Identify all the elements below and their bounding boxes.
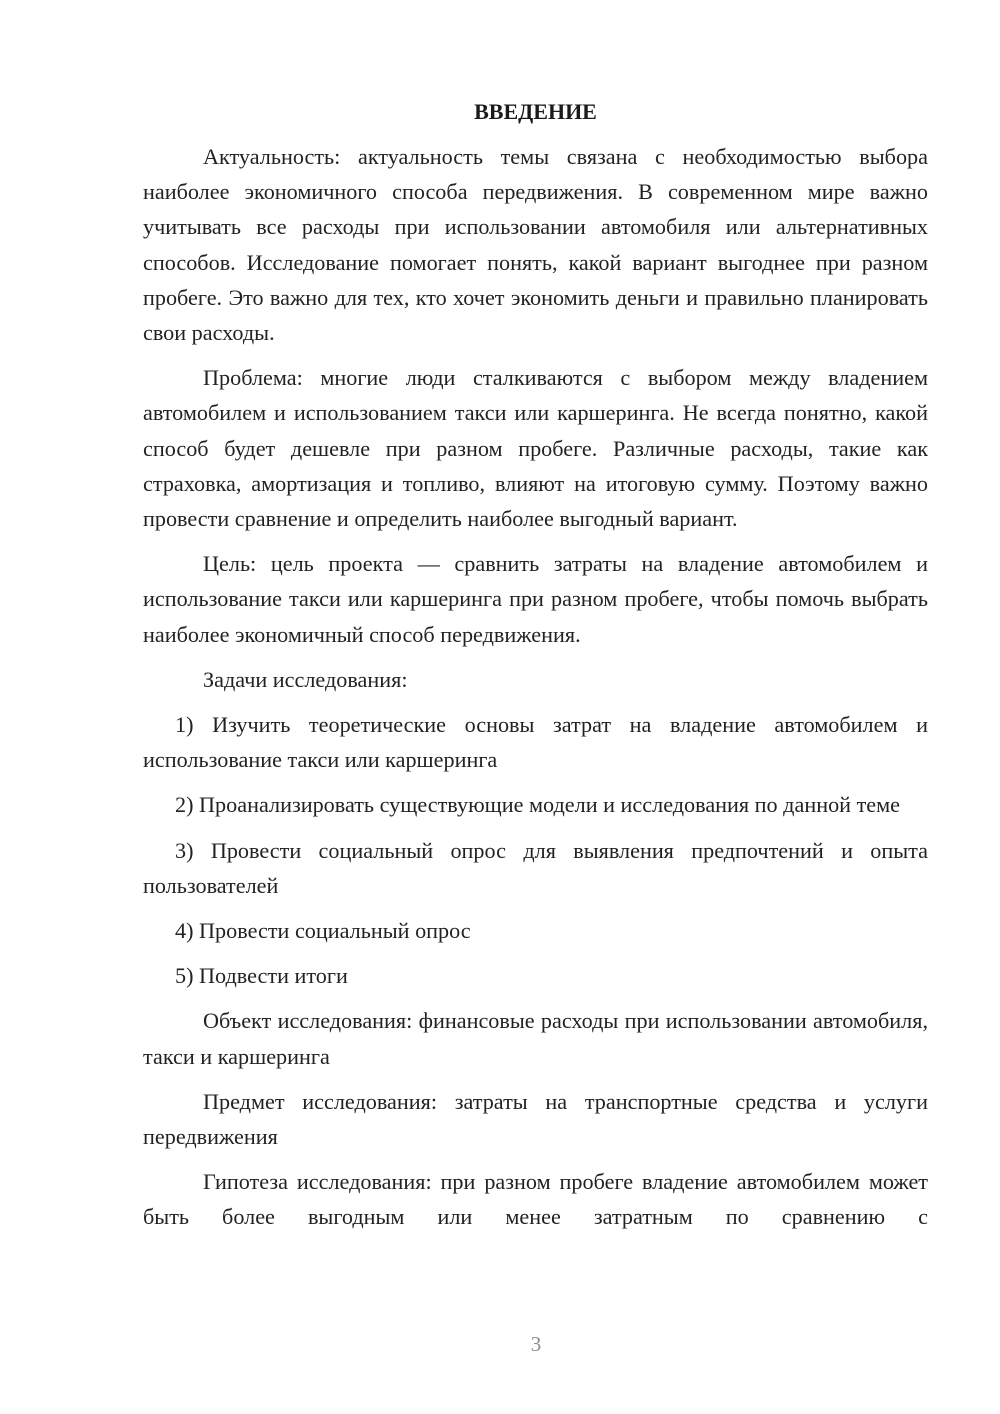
task-item-2: 2) Проанализировать существующие модели и исследования по данной теме — [175, 792, 901, 818]
relevance-paragraph: Актуальность: актуальность темы связана с необходимостью выбора наиболее экономичного способа передвижения. В современном мире важно учитывать все расходы при использовании автомобиля или альтернативных способов. Исследование помогает понять, какой вариант выгоднее при разном пробеге. Это важно для тех, кто хочет экономить деньги и правильно планировать свои расходы. — [143, 144, 928, 346]
task-item-5: 5) Подвести итоги — [175, 963, 348, 989]
page-number: 3 — [530, 1332, 542, 1356]
task-item-1: 1) Изучить теоретические основы затрат на владение автомобилем и использование такси или каршеринга — [143, 712, 928, 773]
tasks-heading: Задачи исследования: — [203, 666, 408, 692]
object-paragraph: Объект исследования: финансовые расходы при использовании автомобиля, такси и каршеринга — [143, 1008, 928, 1069]
problem-paragraph: Проблема: многие люди сталкиваются с выбором между владением автомобилем и использованием такси или каршеринга. Не всегда понятно, какой способ будет дешевле при разном пробеге. Различные расходы, такие как страховка, амортизация и топливо, влияют на итоговую сумму. Поэтому важно провести сравнение и определить наиболее выгодный вариант. — [143, 365, 928, 532]
task-item-4: 4) Провести социальный опрос — [175, 918, 471, 944]
document-body — [143, 94, 928, 1245]
goal-paragraph: Цель: цель проекта — сравнить затраты на владение автомобилем и использование такси или каршеринга при разном пробеге, чтобы помочь выбрать наиболее экономичный способ передвижения. — [143, 551, 928, 647]
task-item-3: 3) Провести социальный опрос для выявления предпочтений и опыта пользователей — [143, 837, 928, 898]
page-title: ВВЕДЕНИЕ — [474, 99, 597, 124]
hypothesis-paragraph: Гипотеза исследования: при разном пробеге владение автомобилем может быть более выгодным или менее затратным по сравнению с — [143, 1169, 928, 1230]
subject-paragraph: Предмет исследования: затраты на транспортные средства и услуги передвижения — [143, 1088, 928, 1150]
